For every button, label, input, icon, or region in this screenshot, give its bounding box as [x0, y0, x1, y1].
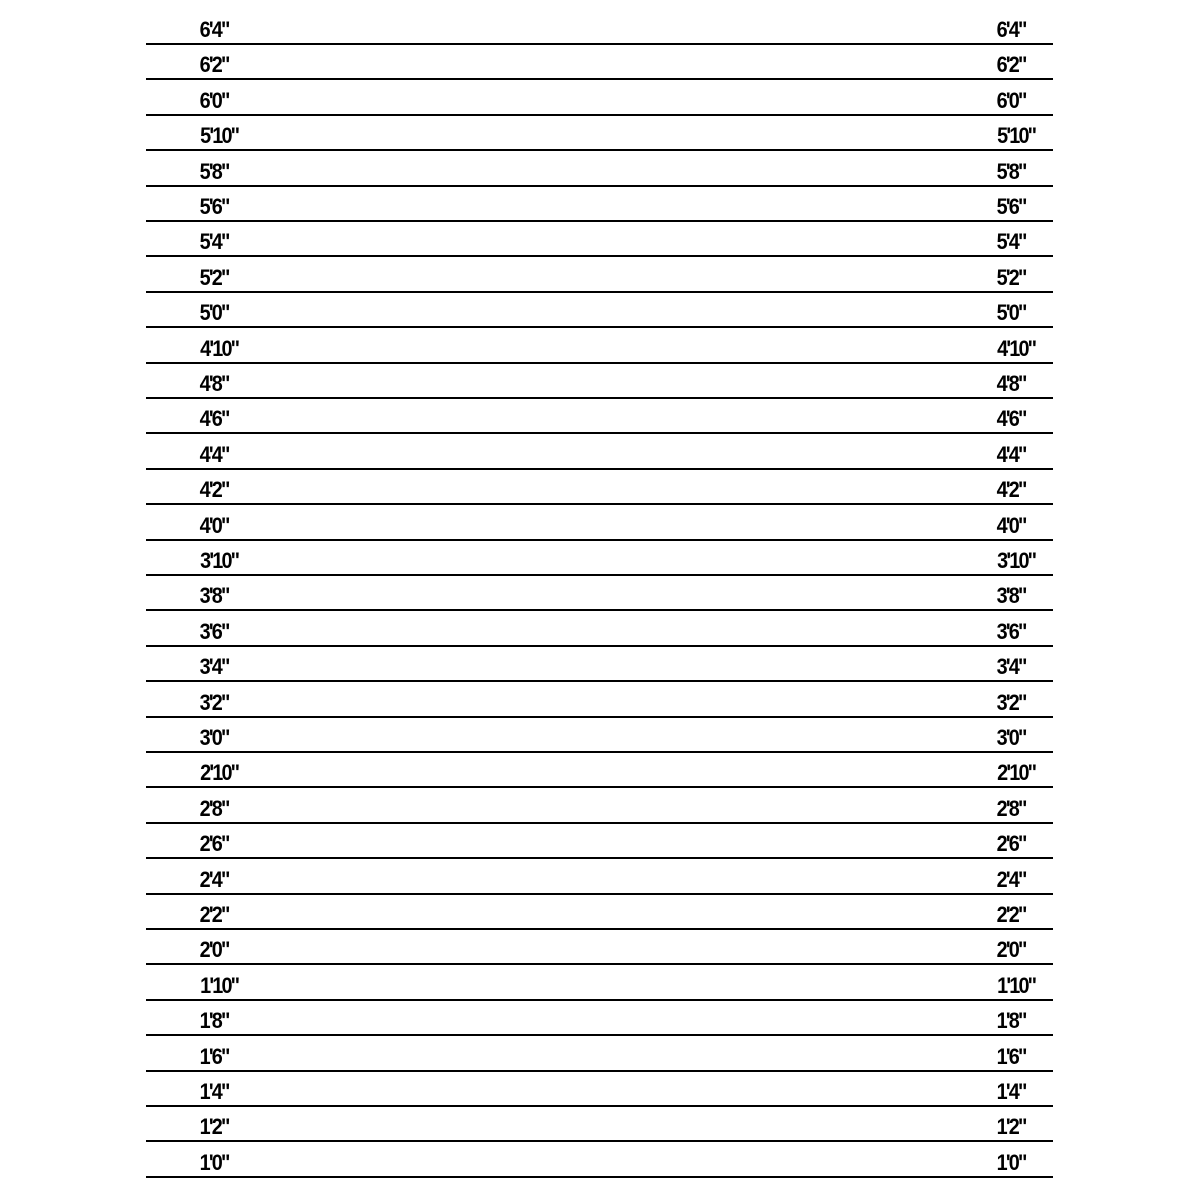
- height-row: [146, 363, 1053, 399]
- height-label-right: 3'4": [996, 654, 1026, 680]
- height-row: [146, 1142, 1053, 1178]
- height-label-left: 2'8": [199, 795, 229, 821]
- height-label-left: 5'0": [199, 300, 229, 326]
- height-label-right: 5'2": [996, 264, 1026, 290]
- height-label-right: 3'10": [997, 548, 1036, 573]
- height-label-right: 1'8": [996, 1008, 1026, 1034]
- height-label-left: 2'6": [199, 831, 229, 857]
- height-label-right: 6'4": [996, 17, 1026, 42]
- height-label-left: 5'2": [199, 264, 229, 290]
- height-label-right: 4'10": [997, 335, 1036, 361]
- height-row: [146, 823, 1053, 859]
- height-label-left: 1'6": [199, 1043, 229, 1069]
- height-row: [146, 540, 1053, 576]
- height-label-right: 3'2": [996, 689, 1026, 715]
- height-row: [146, 611, 1053, 647]
- height-row: [146, 1036, 1053, 1072]
- height-row: [146, 44, 1053, 80]
- height-label-right: 1'4": [996, 1079, 1026, 1104]
- height-label-left: 4'2": [199, 477, 229, 503]
- height-label-right: 2'4": [996, 866, 1026, 892]
- height-label-right: 4'6": [996, 406, 1026, 432]
- height-row: [146, 646, 1053, 682]
- height-label-right: 1'10": [997, 972, 1036, 998]
- height-row: [146, 752, 1053, 788]
- height-row: [146, 80, 1053, 116]
- height-label-left: 3'8": [199, 583, 229, 609]
- height-label-right: 6'2": [996, 52, 1026, 78]
- height-label-left: 4'10": [200, 335, 239, 361]
- height-label-right: 2'6": [996, 831, 1026, 857]
- height-label-left: 3'6": [199, 618, 229, 644]
- height-row: [146, 929, 1053, 965]
- height-row: [146, 434, 1053, 470]
- height-row: [146, 257, 1053, 293]
- height-row: [146, 398, 1053, 434]
- height-row: [146, 965, 1053, 1001]
- height-label-right: 4'0": [996, 512, 1026, 538]
- height-label-right: 2'2": [996, 902, 1026, 927]
- height-row: [146, 292, 1053, 328]
- height-label-left: 3'4": [199, 654, 229, 680]
- height-label-right: 1'2": [996, 1114, 1026, 1140]
- height-row: [146, 505, 1053, 541]
- height-row: [146, 151, 1053, 187]
- height-label-left: 1'4": [199, 1079, 229, 1104]
- height-label-left: 5'4": [199, 229, 229, 255]
- height-label-left: 5'6": [199, 194, 229, 219]
- height-label-left: 5'8": [199, 158, 229, 184]
- height-label-right: 1'6": [996, 1043, 1026, 1069]
- height-row: [146, 717, 1053, 753]
- height-label-right: 4'2": [996, 477, 1026, 503]
- height-row: [146, 115, 1053, 151]
- height-label-left: 2'0": [199, 937, 229, 963]
- height-label-left: 6'4": [199, 17, 229, 42]
- height-label-right: 5'0": [996, 300, 1026, 326]
- height-label-left: 6'0": [199, 87, 229, 113]
- height-label-left: 1'10": [200, 972, 239, 998]
- height-row: [146, 859, 1053, 895]
- height-row: [146, 469, 1053, 505]
- height-label-left: 3'0": [199, 725, 229, 750]
- height-label-left: 5'10": [200, 123, 239, 149]
- height-row: [146, 894, 1053, 930]
- height-label-right: 3'8": [996, 583, 1026, 609]
- height-label-left: 4'8": [199, 371, 229, 396]
- height-label-left: 3'2": [199, 689, 229, 715]
- height-row: [146, 1000, 1053, 1036]
- height-label-right: 5'10": [997, 123, 1036, 149]
- height-label-right: 6'0": [996, 87, 1026, 113]
- height-row: [146, 682, 1053, 718]
- height-row: [146, 9, 1053, 45]
- height-label-left: 2'2": [199, 902, 229, 927]
- height-label-left: 3'10": [200, 548, 239, 573]
- height-label-right: 4'4": [996, 441, 1026, 467]
- height-label-left: 4'4": [199, 441, 229, 467]
- height-row: [146, 186, 1053, 222]
- height-row: [146, 328, 1053, 364]
- height-row: [146, 1071, 1053, 1107]
- height-label-left: 1'8": [199, 1008, 229, 1034]
- height-row: [146, 1106, 1053, 1142]
- height-label-right: 5'6": [996, 194, 1026, 219]
- height-row: [146, 575, 1053, 611]
- height-label-left: 1'0": [199, 1149, 229, 1175]
- height-label-right: 2'10": [997, 760, 1036, 786]
- height-label-left: 2'10": [200, 760, 239, 786]
- height-label-right: 2'8": [996, 795, 1026, 821]
- height-label-right: 4'8": [996, 371, 1026, 396]
- height-label-right: 5'4": [996, 229, 1026, 255]
- height-label-left: 4'0": [199, 512, 229, 538]
- height-label-left: 4'6": [199, 406, 229, 432]
- height-label-left: 2'4": [199, 866, 229, 892]
- height-label-right: 3'0": [996, 725, 1026, 750]
- height-label-left: 1'2": [199, 1114, 229, 1140]
- height-label-right: 3'6": [996, 618, 1026, 644]
- height-row: [146, 788, 1053, 824]
- height-label-right: 1'0": [996, 1149, 1026, 1175]
- height-row: [146, 221, 1053, 257]
- height-label-right: 5'8": [996, 158, 1026, 184]
- height-label-left: 6'2": [199, 52, 229, 78]
- height-label-right: 2'0": [996, 937, 1026, 963]
